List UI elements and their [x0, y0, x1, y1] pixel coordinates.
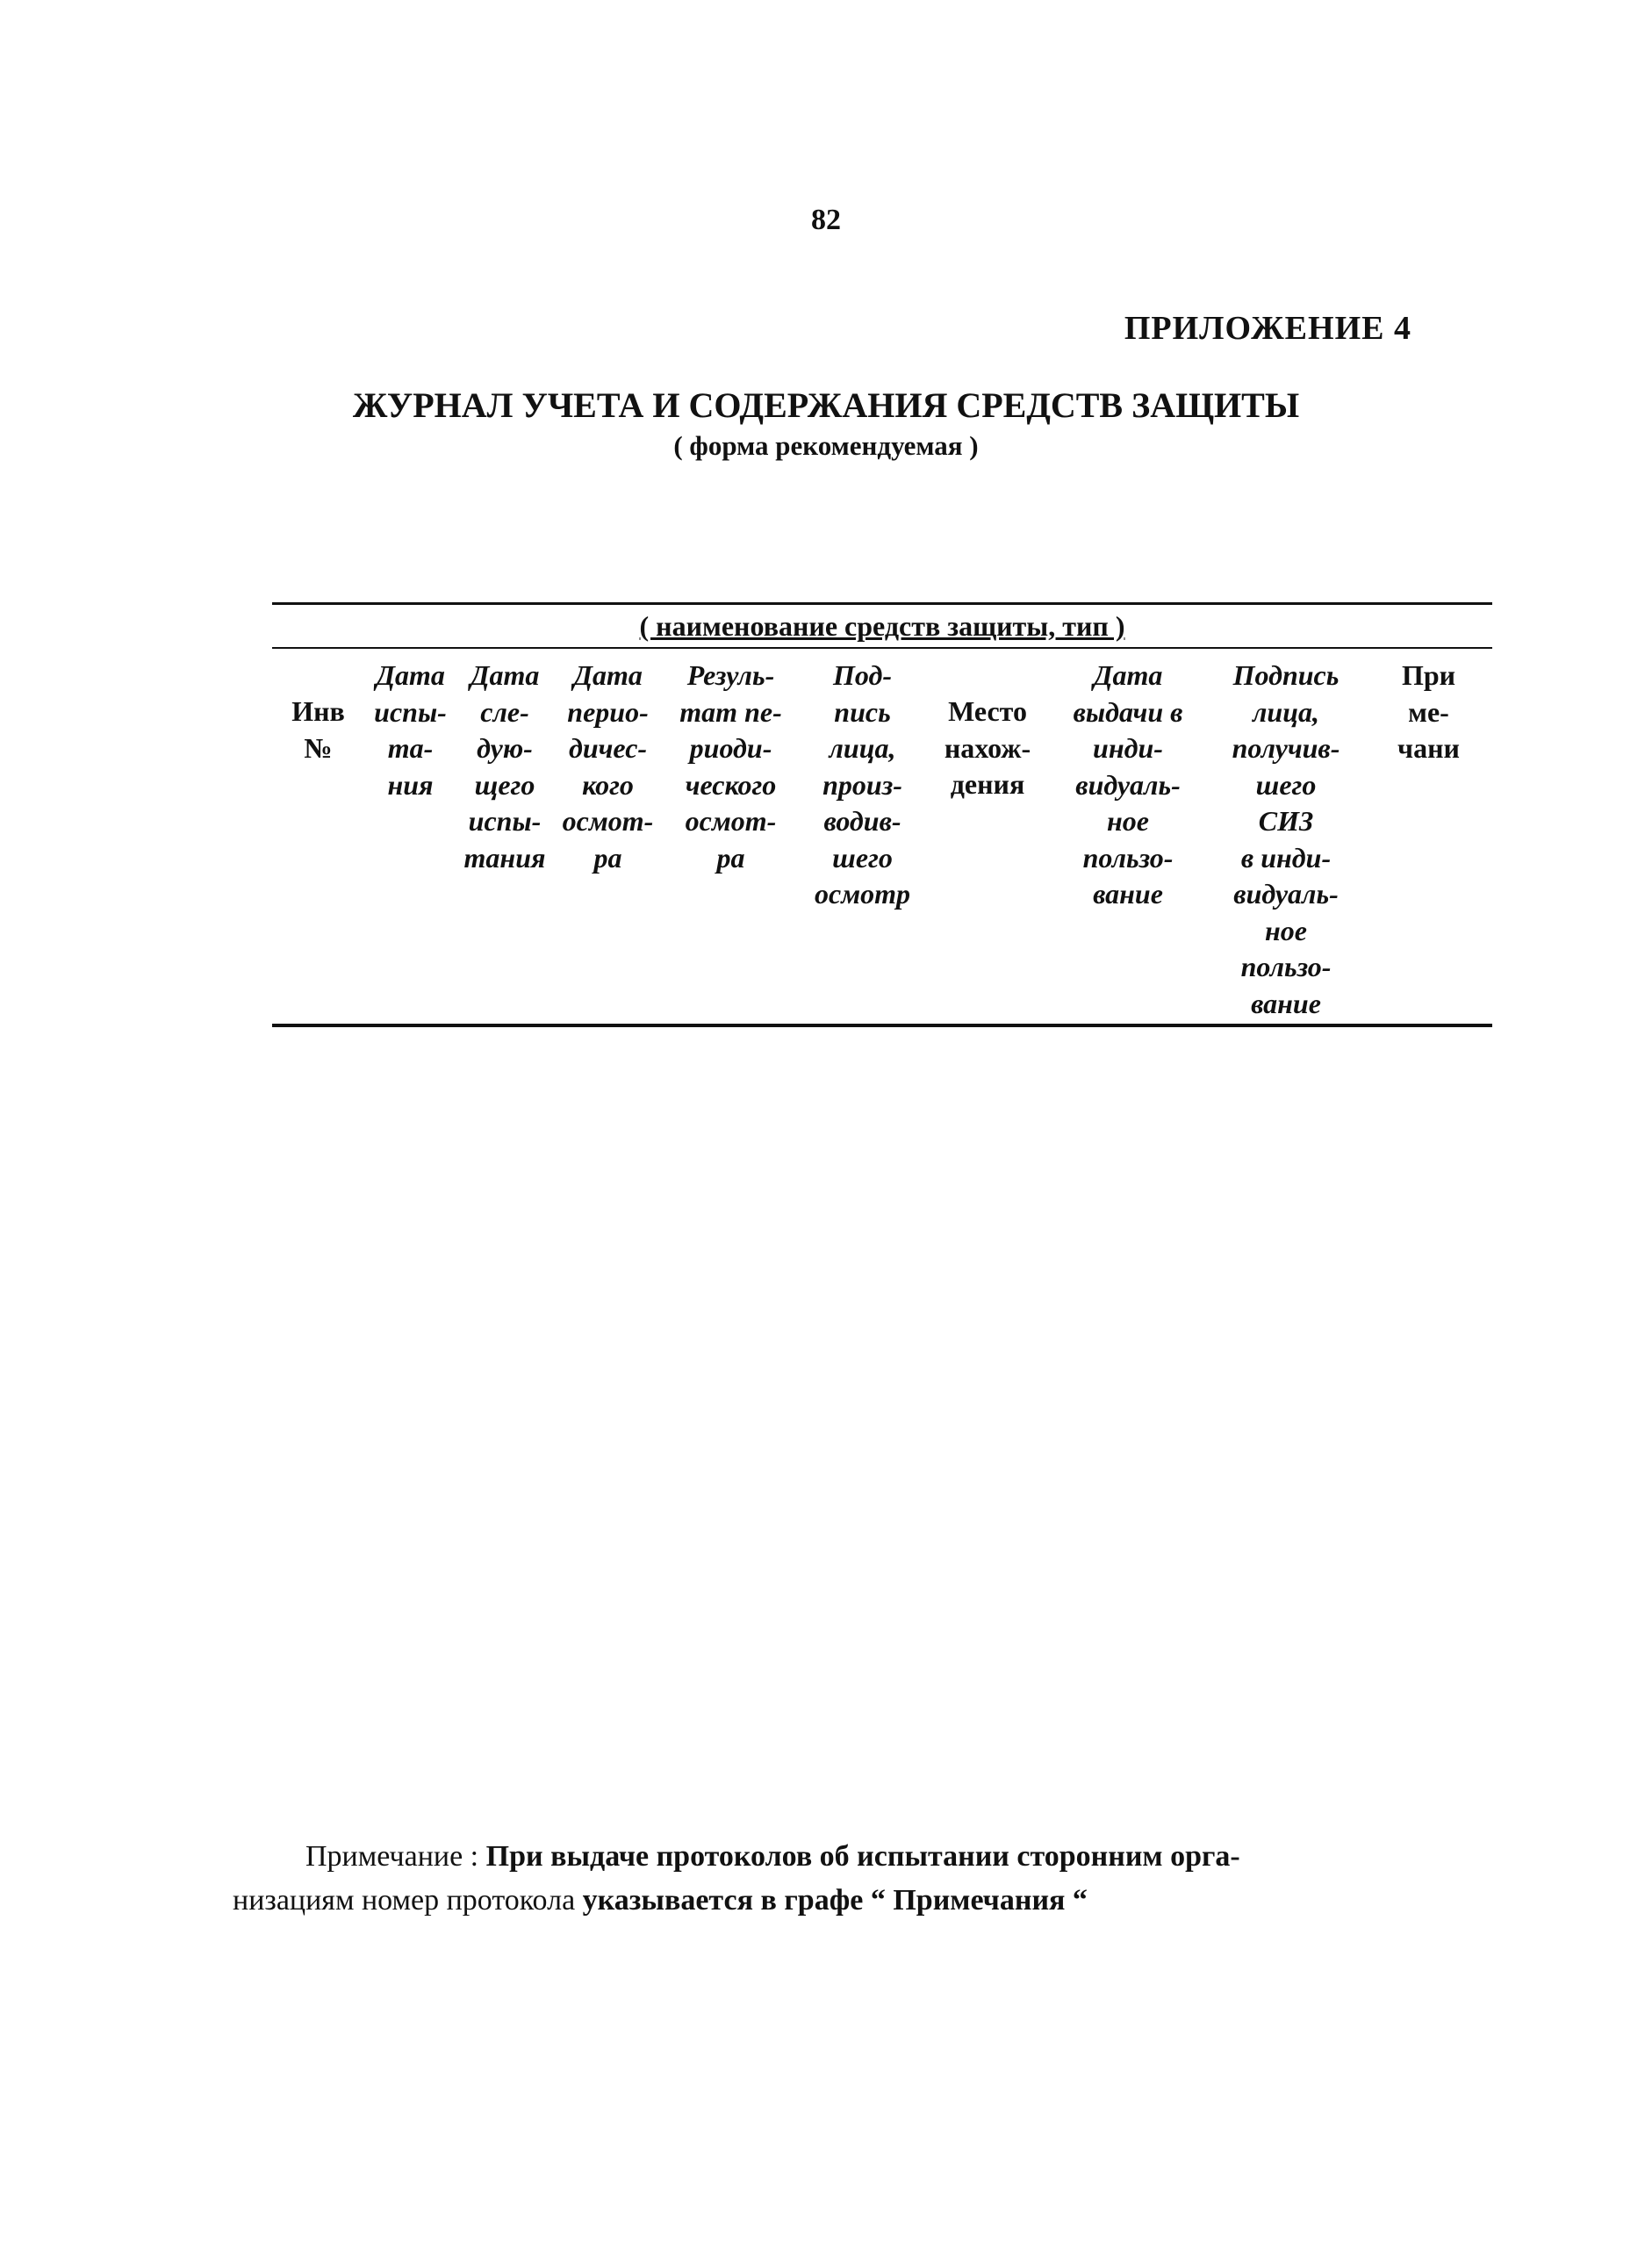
- column-recipient-signature: Подпись лица, получив- шего СИЗ в инди- видуаль- ное пользо- вание: [1207, 648, 1365, 1025]
- column-inventory-number: Инв №: [272, 648, 364, 1025]
- page-number: 82: [811, 204, 841, 236]
- document-title: ЖУРНАЛ УЧЕТА И СОДЕРЖАНИЯ СРЕДСТВ ЗАЩИТЫ: [352, 385, 1300, 425]
- column-inspector-signature: Под- пись лица, произ- водив- шего осмотр: [799, 648, 926, 1025]
- column-periodic-inspection-date: Дата перио- дичес- кого осмот- ра: [553, 648, 663, 1025]
- column-issue-date: Дата выдачи в инди- видуаль- ное пользо- вание: [1049, 648, 1207, 1025]
- footnote-lead: Примечание :: [305, 1840, 479, 1873]
- table-header-row: [272, 648, 1492, 1025]
- footnote-line-1: [305, 1835, 1490, 1879]
- column-location: Место нахож- дения: [926, 648, 1049, 1025]
- column-next-test-date: Дата сле- дую- щего испы- тания: [456, 648, 553, 1025]
- journal-table: [272, 602, 1492, 1027]
- footnote-text-2-plain: низациям номер протокола: [233, 1884, 576, 1917]
- appendix-label: ПРИЛОЖЕНИЕ 4: [1124, 310, 1411, 347]
- column-periodic-inspection-result: Резуль- тат пе- риоди- ческого осмот- ра: [663, 648, 799, 1025]
- column-notes: При ме- чани: [1365, 648, 1492, 1025]
- table-caption-text: ( наименование средств защиты, тип ): [639, 610, 1125, 642]
- footnote: [233, 1835, 1490, 1923]
- document-subtitle: ( форма рекомендуемая ): [673, 430, 979, 461]
- table-caption: [272, 604, 1492, 649]
- footnote-text-2-bold: указывается в графе “ Примечания “: [582, 1884, 1088, 1917]
- footnote-line-2: [233, 1879, 1490, 1923]
- footnote-text-1: При выдаче протоколов об испытании сторонним орга-: [485, 1840, 1240, 1873]
- column-test-date: Дата испы- та- ния: [364, 648, 456, 1025]
